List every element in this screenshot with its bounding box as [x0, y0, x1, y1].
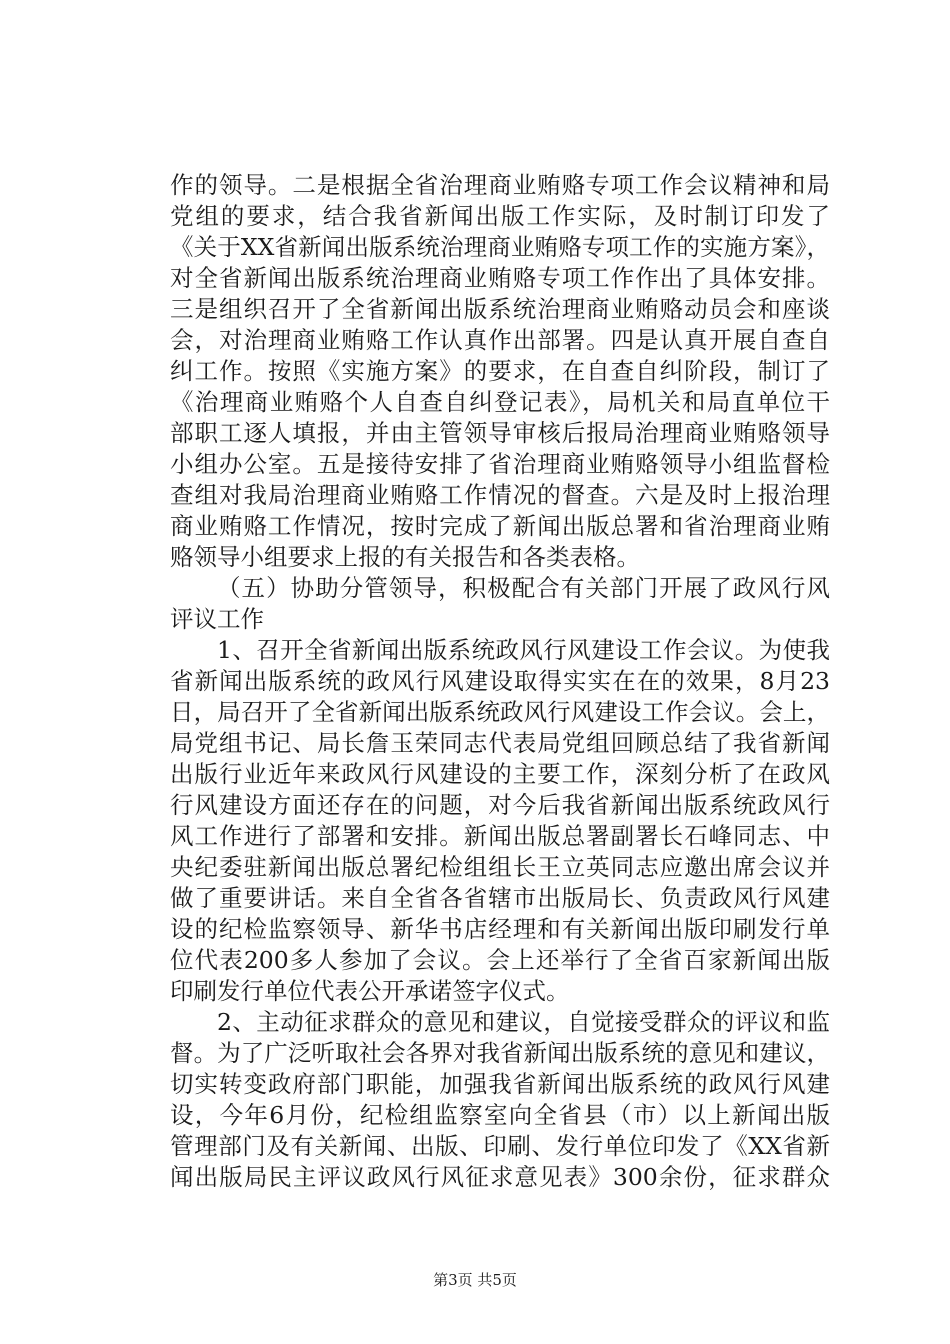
- text-line: 局党组书记、局长詹玉荣同志代表局党组回顾总结了我省新闻: [170, 729, 830, 757]
- text-line: 印刷发行单位代表公开承诺签字仪式。: [170, 977, 570, 1005]
- document-body: [170, 170, 830, 1193]
- text-line: 1、召开全省新闻出版系统政风行风建设工作会议。为使我: [217, 636, 830, 664]
- text-line: 会，对治理商业贿赂工作认真作出部署。四是认真开展自查自: [170, 326, 830, 354]
- text-line: 党组的要求，结合我省新闻出版工作实际，及时制订印发了: [170, 202, 830, 230]
- text-line: 纠工作。按照《实施方案》的要求，在自查自纠阶段，制订了: [170, 357, 830, 385]
- text-line: 出版行业近年来政风行风建设的主要工作，深刻分析了在政风: [170, 760, 830, 788]
- text-line: 设的纪检监察领导、新华书店经理和有关新闻出版印刷发行单: [170, 915, 830, 943]
- text-line: 小组办公室。五是接待安排了省治理商业贿赂领导小组监督检: [170, 450, 830, 478]
- section-heading: （五）协助分管领导，积极配合有关部门开展了政风行风: [217, 574, 830, 602]
- text-line: 督。为了广泛听取社会各界对我省新闻出版系统的意见和建议，: [170, 1039, 830, 1067]
- text-line: 对全省新闻出版系统治理商业贿赂专项工作作出了具体安排。: [170, 264, 830, 292]
- text-line: 闻出版局民主评议政风行风征求意见表》300余份，征求群众: [170, 1163, 830, 1191]
- text-line: 位代表200多人参加了会议。会上还举行了全省百家新闻出版: [170, 946, 830, 974]
- text-line: 2、主动征求群众的意见和建议，自觉接受群众的评议和监: [217, 1008, 830, 1036]
- text-line: 设，今年6月份，纪检组监察室向全省县（市）以上新闻出版: [170, 1101, 830, 1129]
- text-line: 切实转变政府部门职能，加强我省新闻出版系统的政风行风建: [170, 1070, 830, 1098]
- text-line: 三是组织召开了全省新闻出版系统治理商业贿赂动员会和座谈: [170, 295, 830, 323]
- text-line: 央纪委驻新闻出版总署纪检组组长王立英同志应邀出席会议并: [170, 853, 830, 881]
- text-line: 管理部门及有关新闻、出版、印刷、发行单位印发了《XX省新: [170, 1132, 830, 1160]
- page-footer: 第3页 共5页: [433, 1271, 517, 1289]
- text-line: 部职工逐人填报，并由主管领导审核后报局治理商业贿赂领导: [170, 419, 830, 447]
- text-line: 《治理商业贿赂个人自查自纠登记表》，局机关和局直单位干: [170, 388, 830, 416]
- text-line: 查组对我局治理商业贿赂工作情况的督查。六是及时上报治理: [170, 481, 830, 509]
- text-line: 日，局召开了全省新闻出版系统政风行风建设工作会议。会上，: [170, 698, 830, 726]
- section-heading-continued: 评议工作: [170, 605, 264, 633]
- text-line: 作的领导。二是根据全省治理商业贿赂专项工作会议精神和局: [170, 171, 830, 199]
- text-line: 风工作进行了部署和安排。新闻出版总署副署长石峰同志、中: [170, 822, 830, 850]
- text-line: 做了重要讲话。来自全省各省辖市出版局长、负责政风行风建: [170, 884, 830, 912]
- text-line: 赂领导小组要求上报的有关报告和各类表格。: [170, 543, 640, 571]
- text-line: 行风建设方面还存在的问题，对今后我省新闻出版系统政风行: [170, 791, 830, 819]
- text-line: 省新闻出版系统的政风行风建设取得实实在在的效果，8月23: [170, 667, 830, 695]
- text-line: 商业贿赂工作情况，按时完成了新闻出版总署和省治理商业贿: [170, 512, 830, 540]
- text-line: 《关于XX省新闻出版系统治理商业贿赂专项工作的实施方案》，: [170, 233, 830, 261]
